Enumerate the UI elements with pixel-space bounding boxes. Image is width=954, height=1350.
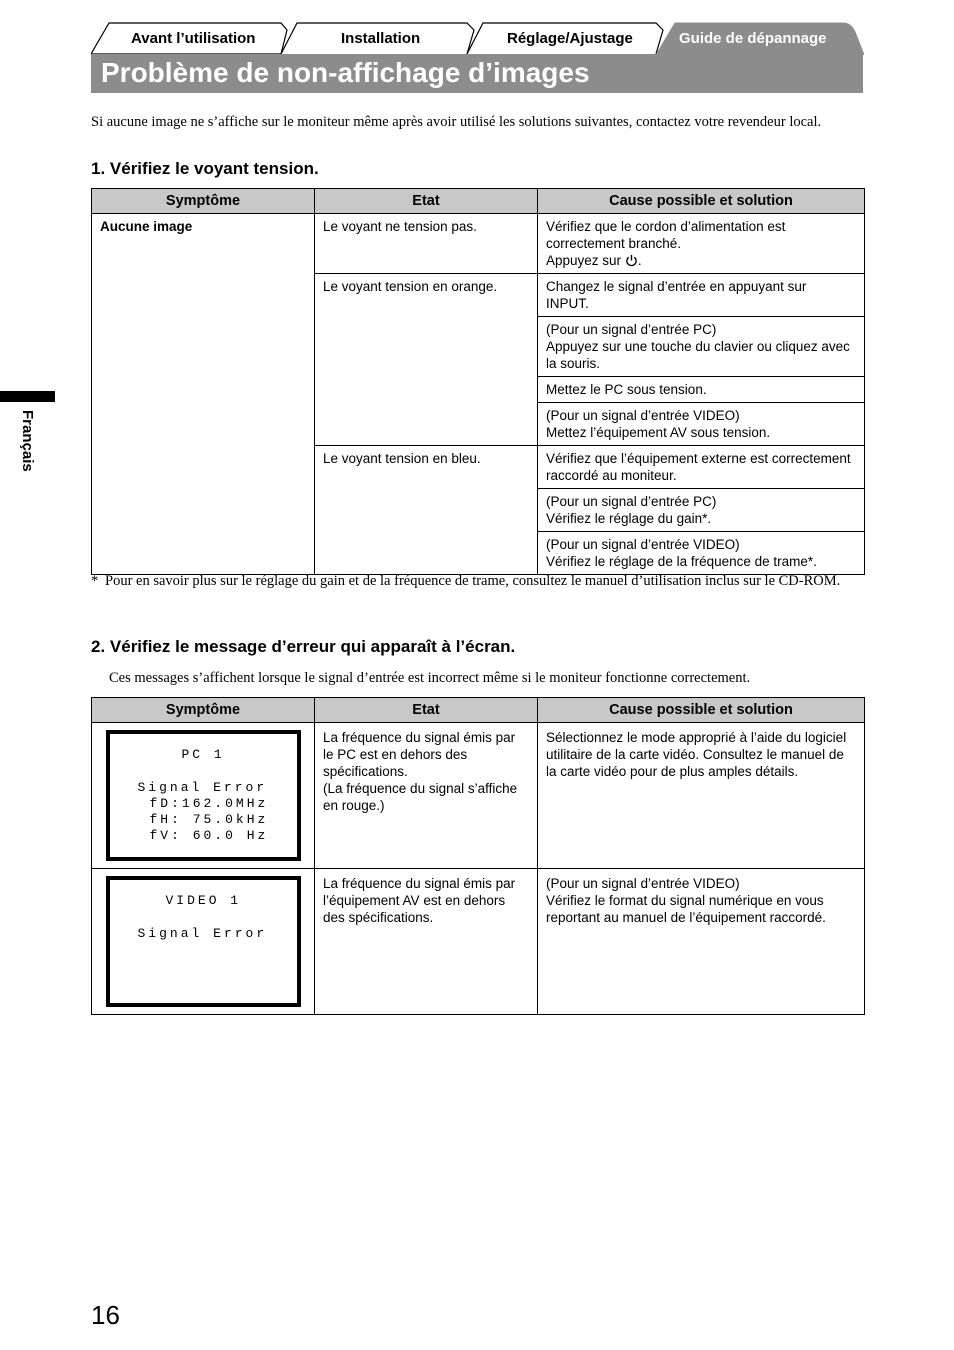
page-number: 16 <box>91 1300 120 1330</box>
solution-cell <box>538 214 865 274</box>
title-bar <box>91 54 863 93</box>
solution-text: Sélectionnez le mode approprié à l’aide du logiciel utilitaire de la carte vidéo. Consultez le manuel de la carte vidéo pour de plus amples détails. <box>546 730 847 779</box>
solution-text: Mettez le PC sous tension. <box>546 382 707 397</box>
solution-cell <box>538 489 865 532</box>
screen-line: Signal Error <box>137 926 268 941</box>
column-header: Etat <box>315 189 538 214</box>
power-indicator-table <box>91 188 865 575</box>
solution-cell <box>538 532 865 575</box>
solution-text: . <box>585 296 589 311</box>
section2-intro: Ces messages s’affichent lorsque le signal d’entrée est incorrect même si le moniteur fonctionne correctement. <box>109 670 751 686</box>
screen-line: fD:162.0MHz <box>149 796 269 811</box>
side-marker <box>0 391 55 402</box>
table-row <box>92 214 865 274</box>
solution-text: Vérifiez que l’équipement externe est correctement raccordé au moniteur. <box>546 451 851 483</box>
table-row <box>92 869 865 1015</box>
solution-text: Vérifiez que le cordon d’alimentation est correctement branché. <box>546 219 786 251</box>
symptom-text: Aucune image <box>100 219 193 234</box>
state-cell <box>315 869 538 1015</box>
state-text: Le voyant tension en bleu. <box>323 451 481 466</box>
screen-line: Signal Error <box>137 780 268 795</box>
symptom-cell <box>92 869 315 1015</box>
solution-cell <box>538 446 865 489</box>
column-header: Symptôme <box>92 698 315 723</box>
section2-heading: 2. Vérifiez le message d’erreur qui apparaît à l’écran. <box>91 637 516 656</box>
solution-text: Mettez l’équipement AV sous tension. <box>546 425 771 440</box>
solution-text: Vérifiez le réglage du gain*. <box>546 511 712 526</box>
screen-line: PC 1 <box>181 747 225 762</box>
solution-text: (Pour un signal d’entrée PC) <box>546 494 717 509</box>
solution-cell <box>538 403 865 446</box>
solution-text: (Pour un signal d’entrée PC) <box>546 322 717 337</box>
column-header: Cause possible et solution <box>538 189 865 214</box>
side-language-tab <box>14 410 38 500</box>
symptom-cell <box>92 723 315 869</box>
screen-line: fH: 75.0kHz <box>149 812 269 827</box>
state-text: (La fréquence du signal s’affiche en rouge.) <box>323 781 518 813</box>
state-text: La fréquence du signal émis par l’équipement AV est en dehors des spécifications. <box>323 876 516 925</box>
solution-cell <box>538 723 865 869</box>
solution-cell <box>538 274 865 317</box>
error-message-table <box>91 697 865 1015</box>
power-icon <box>625 254 638 267</box>
pc-error-screen <box>106 730 301 861</box>
solution-text: Changez le signal d’entrée en appuyant sur <box>546 279 807 294</box>
solution-text: Vérifiez le format du signal numérique en vous reportant au manuel de l’équipement raccordé. <box>546 893 826 925</box>
tab-avant-utilisation[interactable]: Avant l’utilisation <box>131 30 256 47</box>
intro-paragraph: Si aucune image ne s’affiche sur le moniteur même après avoir utilisé les solutions suivantes, contactez votre revendeur local. <box>91 114 822 130</box>
table-header-row <box>92 189 865 214</box>
solution-cell <box>538 869 865 1015</box>
solution-text: . <box>637 253 642 268</box>
state-cell <box>315 446 538 575</box>
footnote-text: Pour en savoir plus sur le réglage du gain et de la fréquence de trame, consultez le manuel d’utilisation inclus sur le CD-ROM. <box>105 573 841 589</box>
state-text: Le voyant ne tension pas. <box>323 219 477 234</box>
table-row <box>92 723 865 869</box>
state-cell <box>315 214 538 274</box>
solution-text: (Pour un signal d’entrée VIDEO) <box>546 876 740 891</box>
column-header: Cause possible et solution <box>538 698 865 723</box>
solution-text: (Pour un signal d’entrée VIDEO) <box>546 537 740 552</box>
side-language-label: Français <box>19 410 36 472</box>
input-key-label: INPUT <box>546 296 586 311</box>
solution-text: Appuyez sur une touche du clavier ou cliquez avec la souris. <box>546 339 850 371</box>
column-header: Symptôme <box>92 189 315 214</box>
state-cell <box>315 274 538 446</box>
tab-bar <box>91 22 864 55</box>
footnote-marker: * <box>91 573 99 589</box>
solution-text: Vérifiez le réglage de la fréquence de trame*. <box>546 554 817 569</box>
solution-text: Appuyez sur <box>546 253 622 268</box>
solution-cell <box>538 317 865 377</box>
symptom-cell <box>92 214 315 575</box>
video-error-screen <box>106 876 301 1007</box>
solution-cell <box>538 377 865 403</box>
solution-text: (Pour un signal d’entrée VIDEO) <box>546 408 740 423</box>
screen-line: VIDEO 1 <box>165 893 242 908</box>
tab-reglage-ajustage[interactable]: Réglage/Ajustage <box>507 30 633 47</box>
section1-heading: 1. Vérifiez le voyant tension. <box>91 159 319 178</box>
state-cell <box>315 723 538 869</box>
tab-installation[interactable]: Installation <box>341 30 421 47</box>
screen-line: fV: 60.0 Hz <box>149 828 269 843</box>
footnote <box>91 572 863 591</box>
table-header-row <box>92 698 865 723</box>
state-text: La fréquence du signal émis par le PC est en dehors des spécifications. <box>323 730 516 779</box>
column-header: Etat <box>315 698 538 723</box>
tab-guide-depannage[interactable]: Guide de dépannage <box>679 30 827 47</box>
state-text: Le voyant tension en orange. <box>323 279 498 294</box>
page-title: Problème de non-affichage d’images <box>101 57 590 88</box>
